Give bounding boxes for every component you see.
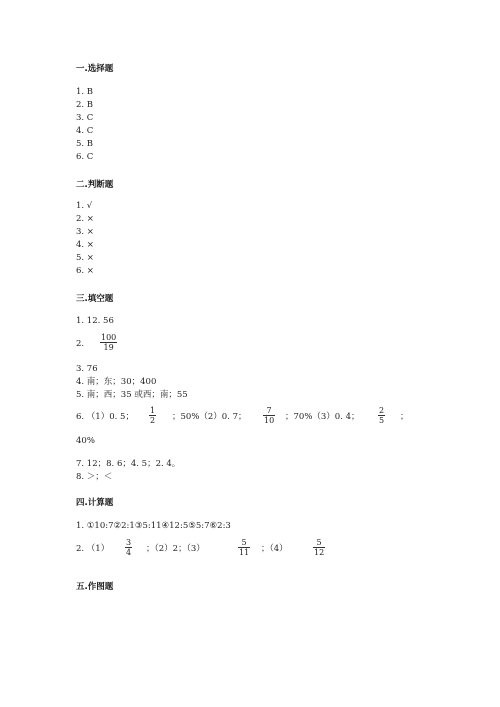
answer-line: 7. 12；8. 6；4. 5；2. 4。: [76, 459, 181, 469]
fraction: [263, 406, 275, 425]
fraction: [100, 333, 117, 352]
fraction-numerator: 1: [150, 406, 156, 415]
answer-text: ；（4）: [261, 544, 288, 554]
fraction-denominator: 2: [150, 416, 156, 425]
section-heading-calculation: 四.计算题: [76, 498, 114, 508]
fraction: [238, 538, 250, 557]
answer-line: 40%: [76, 436, 95, 446]
fraction-numerator: 3: [126, 538, 132, 547]
fraction: [125, 538, 132, 557]
fraction: [149, 406, 156, 425]
fraction-numerator: 7: [266, 406, 272, 415]
answer-line: 4. 南；东；30；400: [76, 377, 157, 387]
answer-line: 4. C: [76, 126, 94, 136]
answer-line: 5. B: [76, 139, 94, 149]
answer-line: 8. ＞；＜: [76, 472, 113, 482]
answer-line: 4. ×: [76, 240, 94, 250]
answer-line: 3. C: [76, 113, 94, 123]
fraction-denominator: 12: [314, 548, 325, 557]
answer-line: 1. √: [76, 201, 93, 211]
fraction-denominator: 5: [379, 416, 385, 425]
answer-line: 1. B: [76, 87, 94, 97]
answer-text: ；70%（3）0. 4；: [285, 412, 360, 422]
answer-line: 2. ×: [76, 214, 94, 224]
answer-text: ；50%（2）0. 7；: [172, 412, 247, 422]
fraction-numerator: 100: [101, 333, 117, 342]
fraction: [378, 406, 385, 425]
fraction-numerator: 5: [241, 538, 247, 547]
fraction-denominator: 19: [100, 342, 117, 352]
section-heading-fill-blank: 三.填空题: [76, 294, 114, 304]
answer-line: 2. B: [76, 100, 94, 110]
answer-line: 1. ①10:7②2:1③5:11④12:5⑤5:7⑥2:3: [76, 521, 231, 531]
answer-label: 2.: [76, 339, 85, 349]
section-heading-judgement: 二.判断题: [76, 180, 114, 190]
fraction-denominator: 4: [126, 548, 132, 557]
answer-line: 5. 南；西；35 或西；南；55: [76, 390, 188, 400]
fraction-numerator: 5: [316, 538, 322, 547]
answer-line: 5. ×: [76, 253, 94, 263]
answer-line: 6. ×: [76, 266, 94, 276]
answer-text: ；（2）2；（3）: [146, 544, 205, 554]
section-heading-choice: 一.选择题: [76, 64, 114, 74]
fraction-numerator: 2: [379, 406, 385, 415]
answer-text: 6. （1）0. 5；: [76, 412, 134, 422]
answer-line: 3. ×: [76, 227, 94, 237]
answer-line: 3. 76: [76, 364, 98, 374]
fraction-denominator: 10: [264, 416, 275, 425]
fraction-denominator: 11: [239, 548, 250, 557]
fraction: [313, 538, 325, 557]
answer-text: ；: [400, 412, 409, 422]
answer-text: 2. （1）: [76, 544, 110, 554]
section-heading-drawing: 五.作图题: [76, 582, 114, 592]
answer-line: 1. 12. 56: [76, 316, 114, 326]
answer-line: 6. C: [76, 152, 94, 162]
